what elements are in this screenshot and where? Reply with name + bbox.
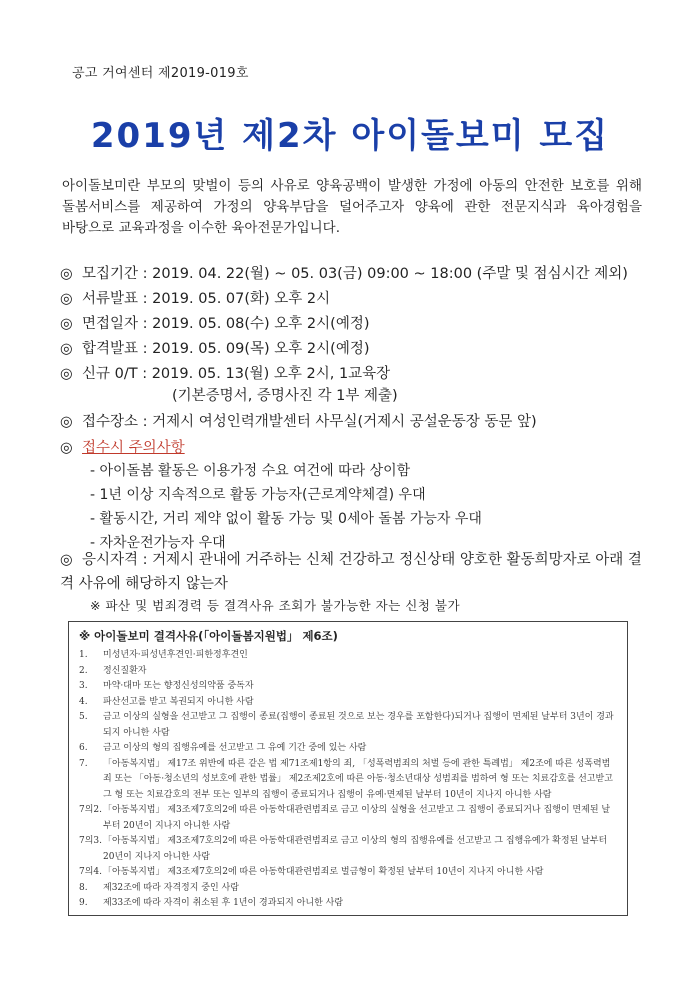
box-item bbox=[79, 679, 617, 695]
info-value: : 2019. 05. 07(화) 오후 2시 bbox=[142, 291, 331, 307]
box-item-num: 3. bbox=[79, 681, 88, 691]
notes-heading bbox=[60, 436, 185, 457]
box-item bbox=[79, 664, 617, 680]
info-label: 접수장소 bbox=[82, 414, 139, 430]
bullet-icon: ◎ bbox=[60, 291, 73, 307]
box-item bbox=[79, 865, 617, 881]
box-item-num: 7의4. bbox=[79, 867, 103, 877]
info-row-venue bbox=[60, 410, 537, 431]
info-label: 신규 0/T bbox=[82, 366, 138, 382]
box-item-num: 7의2. bbox=[79, 805, 103, 815]
orientation-note: (기본증명서, 증명사진 각 1부 제출) bbox=[172, 388, 398, 404]
info-label: 합격발표 bbox=[82, 341, 139, 357]
info-row-orientation bbox=[60, 362, 390, 383]
box-item bbox=[79, 757, 617, 804]
note-item: - 1년 이상 지속적으로 활동 가능자(근로계약체결) 우대 bbox=[90, 487, 426, 503]
box-item bbox=[79, 695, 617, 711]
bullet-icon: ◎ bbox=[60, 414, 73, 430]
info-row-recruit-period bbox=[60, 262, 628, 283]
info-row-pass-result bbox=[60, 337, 370, 358]
info-value: : 2019. 05. 13(월) 오후 2시, 1교육장 bbox=[142, 366, 391, 382]
box-item-text: 「아동복지법」 제3조제7호의2에 따른 아동학대관련범죄로 금고 이상의 실형을 선고받고 그 집행이 종료되거나 집행이 면제된 날부터 20년이 지나지 아니한 사람 bbox=[103, 805, 611, 831]
info-value: : 거제시 여성인력개발센터 사무실(거제시 공설운동장 동문 앞) bbox=[142, 414, 537, 430]
bullet-icon: ◎ bbox=[60, 440, 73, 456]
box-item-num: 7. bbox=[79, 758, 88, 769]
intro-paragraph: 아이돌보미란 부모의 맞벌이 등의 사유로 양육공백이 발생한 가정에 아동의 안전한 보호를 위해 돌봄서비스를 제공하여 가정의 양육부담을 덜어주고자 양육에 관한 전문지식과 육아경험을 바탕으로 교육과정을 이수한 육아전문가입니다. bbox=[62, 178, 642, 236]
box-item-text: 제32조에 따라 자격정지 중인 사람 bbox=[103, 882, 239, 893]
disqualification-box bbox=[68, 621, 628, 916]
box-item-text: 「아동복지법」 제3조제7호의2에 따른 아동학대관련범죄로 금고 이상의 형의 집행유예를 선고받고 그 집행유예가 확정된 날부터 20년이 지나지 아니한 사람 bbox=[103, 836, 608, 862]
box-item-text: 미성년자·피성년후견인·피한정후견인 bbox=[103, 650, 248, 660]
qualification-label: 응시자격 bbox=[82, 552, 139, 568]
box-item-text: 파산선고를 받고 복권되지 아니한 사람 bbox=[103, 696, 254, 707]
note-item: - 자차운전가능자 우대 bbox=[90, 535, 226, 551]
bullet-icon: ◎ bbox=[60, 552, 73, 568]
note-item: - 활동시간, 거리 제약 없이 활동 가능 및 0세아 돌봄 가능자 우대 bbox=[90, 511, 482, 527]
box-item-text: 「아동복지법」 제3조제7호의2에 따른 아동학대관련범죄로 벌금형이 확정된 날부터 10년이 지나지 아니한 사람 bbox=[103, 867, 544, 877]
notes-title: 접수시 주의사항 bbox=[82, 440, 185, 456]
notice-number: 공고 거여센터 제2019-019호 bbox=[72, 66, 249, 81]
box-item-num: 4. bbox=[79, 696, 88, 707]
info-value: : 2019. 05. 08(수) 오후 2시(예정) bbox=[142, 316, 370, 332]
box-item-num: 2. bbox=[79, 665, 88, 676]
box-item-num: 9. bbox=[79, 898, 88, 908]
box-item-num: 7의3. bbox=[79, 836, 103, 846]
box-item bbox=[79, 741, 617, 757]
bullet-icon: ◎ bbox=[60, 341, 73, 357]
info-label: 서류발표 bbox=[82, 291, 139, 307]
qualification-value: : 거제시 관내에 거주하는 신체 건강하고 정신상태 양호한 활동희망자로 아래 결격 사유에 해당하지 않는자 bbox=[60, 552, 642, 592]
box-item-text: 금고 이상의 실형을 선고받고 그 집행이 종료(집행이 종료된 것으로 보는 경우를 포함한다)되거나 집행이 면제된 날부터 3년이 경과되지 아니한 사람 bbox=[103, 712, 614, 738]
info-row-interview-date bbox=[60, 312, 370, 333]
box-item-num: 5. bbox=[79, 712, 88, 722]
box-item-text: 「아동복지법」 제17조 위반에 따른 같은 법 제71조제1항의 죄, 「성폭력범죄의 처벌 등에 관한 특례법」 제2조에 따른 성폭력범죄 또는 「아동·청소년의 성보호에 관한 법률」 제2조제2호에 따른 아동·청소년대상 성범죄를 범하여 형 또는 치료감호를 선고받고 그 형 또는 치료감호의 전부 또는 일부의 집행이 종료되거나 집행이 유예·면제된 날부터 10년이 지나지 아니한 사람 bbox=[103, 758, 613, 800]
box-item bbox=[79, 803, 617, 834]
box-item bbox=[79, 648, 617, 664]
note-item: - 아이돌봄 활동은 이용가정 수요 여건에 따라 상이함 bbox=[90, 463, 411, 479]
info-label: 면접일자 bbox=[82, 316, 139, 332]
info-value: : 2019. 04. 22(월) ~ 05. 03(금) 09:00 ~ 18:00 (주말 및 점심시간 제외) bbox=[142, 266, 628, 282]
box-item-num: 8. bbox=[79, 882, 88, 893]
box-item bbox=[79, 710, 617, 741]
page-title: 2019년 제2차 아이돌보미 모집 bbox=[90, 116, 610, 156]
box-item bbox=[79, 881, 617, 897]
box-item-text: 정신질환자 bbox=[103, 665, 147, 676]
box-item bbox=[79, 896, 617, 912]
info-row-doc-result bbox=[60, 287, 330, 308]
info-value: : 2019. 05. 09(목) 오후 2시(예정) bbox=[142, 341, 370, 357]
box-item-text: 마약·대마 또는 향정신성의약품 중독자 bbox=[103, 681, 254, 691]
box-item-text: 금고 이상의 형의 집행유예를 선고받고 그 유예 기간 중에 있는 사람 bbox=[103, 743, 367, 753]
info-label: 모집기간 bbox=[82, 266, 139, 282]
bullet-icon: ◎ bbox=[60, 266, 73, 282]
box-item bbox=[79, 834, 617, 865]
box-title: ※ 아이돌보미 결격사유(「아이돌봄지원법」 제6조) bbox=[79, 629, 338, 643]
box-item-num: 1. bbox=[79, 650, 88, 660]
bullet-icon: ◎ bbox=[60, 366, 73, 382]
bullet-icon: ◎ bbox=[60, 316, 73, 332]
disclaimer: ※ 파산 및 범죄경력 등 결격사유 조회가 불가능한 자는 신청 불가 bbox=[90, 598, 461, 613]
qualification bbox=[60, 548, 645, 596]
box-item-num: 6. bbox=[79, 743, 88, 753]
box-item-text: 제33조에 따라 자격이 취소된 후 1년이 경과되지 아니한 사람 bbox=[103, 898, 344, 908]
